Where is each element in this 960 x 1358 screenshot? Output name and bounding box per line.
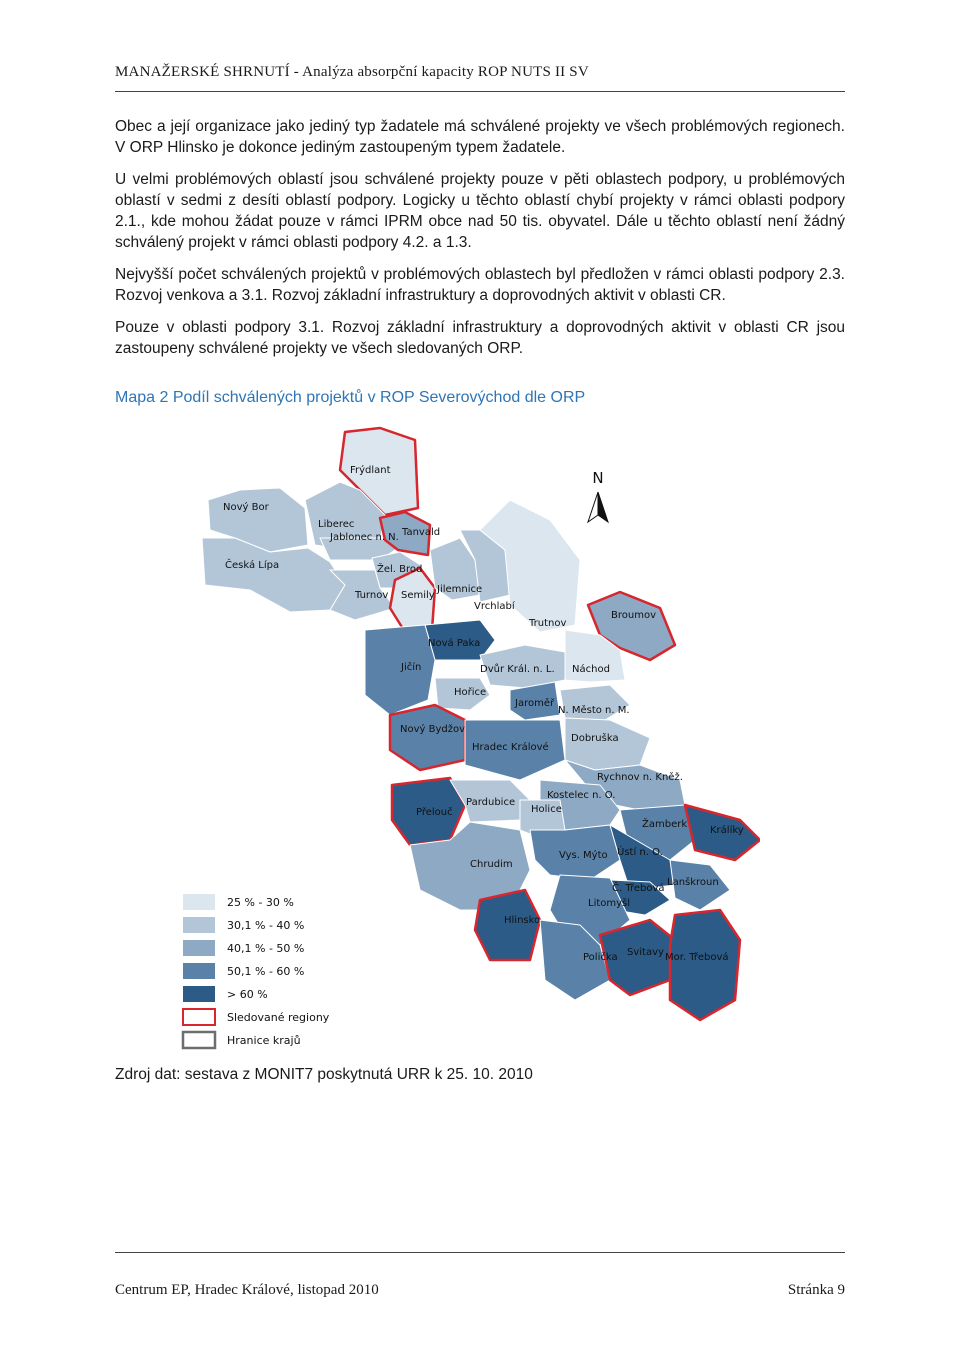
region-label: Jaroměř [515, 698, 555, 709]
region-label: Kostelec n. O. [547, 790, 616, 801]
region-label: Lanškroun [667, 877, 719, 888]
legend-label: Hranice krajů [227, 1034, 301, 1047]
source-note: Zdroj dat: sestava z MONIT7 poskytnutá URR k 25. 10. 2010 [115, 1066, 533, 1083]
legend-label: > 60 % [227, 988, 268, 1001]
paragraph-1: Obec a její organizace jako jediný typ žadatele má schválené projekty ve všech problémových regionech. V ORP Hlinsko je dokonce jediným zastoupeným typem žadatele. [115, 118, 845, 156]
region-label: Náchod [572, 664, 610, 675]
region-label: Hořice [454, 687, 487, 698]
header-divider [115, 91, 845, 92]
map-figure [180, 420, 760, 1060]
legend-swatch [183, 963, 215, 979]
legend-label: 50,1 % - 60 % [227, 965, 305, 978]
paragraph-2: U velmi problémových oblastí jsou schválené projekty pouze v pěti oblastech podpory, u problémových oblastí v sedmi z desíti oblastí podpory. Logicky u těchto oblastí chybí projekty v rámci oblasti podpory 2.1., kde mohou žádat pouze v rámci IPRM obce nad 50 tis. obyvatel. Dále u těchto oblastí není žádný schválený projekt v rámci oblasti podpory 4.2. a 1.3. [115, 171, 845, 251]
region-label: Jablonec n. N. [330, 532, 399, 543]
paragraph-4: Pouze v oblasti podpory 3.1. Rozvoj základní infrastruktury a doprovodných aktivit v oblasti CR jsou zastoupeny schválené projekty ve všech sledovaných ORP. [115, 319, 845, 357]
region-label: Mor. Třebová [665, 952, 729, 963]
region-label: Liberec [318, 519, 355, 530]
region-label: Nová Paka [428, 638, 481, 649]
region-label: Dobruška [571, 733, 619, 744]
map-title: Mapa 2 Podíl schválených projektů v ROP Severovýchod dle ORP [115, 389, 586, 406]
region-label: Žamberk [642, 819, 688, 830]
region-label: Broumov [611, 610, 656, 621]
map-legend [183, 894, 330, 1048]
legend-swatch [183, 940, 215, 956]
region-label: Litomyšl [588, 898, 631, 909]
region-area [365, 625, 435, 715]
legend-swatch [183, 917, 215, 933]
page-header-title: MANAŽERSKÉ SHRNUTÍ - Analýza absorpční kapacity ROP NUTS II SV [115, 64, 589, 80]
legend-label: Sledované regiony [227, 1011, 330, 1024]
footer-divider [115, 1252, 845, 1253]
legend-swatch [183, 986, 215, 1002]
region-area [670, 910, 740, 1020]
region-map [180, 420, 760, 1060]
legend-label: 40,1 % - 50 % [227, 942, 305, 955]
region-label: Hradec Králové [472, 742, 549, 753]
region-label: Pardubice [466, 797, 516, 808]
region-label: Nový Bor [223, 502, 269, 513]
region-area [565, 718, 650, 770]
legend-swatch [183, 894, 215, 910]
region-label: Rychnov n. Kněž. [597, 772, 683, 783]
region-label: Holice [531, 804, 562, 815]
region-label: Tanvald [402, 527, 441, 538]
legend-label: 30,1 % - 40 % [227, 919, 305, 932]
footer-page-number: Stránka 9 [787, 1282, 845, 1298]
north-arrow-icon [588, 469, 608, 522]
region-label: Dvůr Král. n. L. [480, 664, 555, 675]
north-label: N [592, 469, 604, 487]
region-label: Česká Lípa [225, 560, 280, 571]
region-label: Chrudim [470, 859, 513, 870]
body-text [115, 116, 845, 370]
region-label: Vys. Mýto [559, 850, 608, 861]
region-label: Jičín [401, 662, 422, 673]
region-label: Svitavy [627, 947, 664, 958]
region-label: N. Město n. M. [558, 705, 630, 716]
region-label: Králíky [710, 825, 744, 836]
region-label: Hlinsko [504, 915, 541, 926]
region-label: Přelouč [416, 807, 453, 818]
region-label: Polička [583, 952, 618, 963]
region-label: Jilemnice [437, 584, 483, 595]
legend-label: 25 % - 30 % [227, 896, 294, 909]
paragraph-3: Nejvyšší počet schválených projektů v problémových oblastech byl předložen v rámci oblasti podpory 2.3. Rozvoj venkova a 3.1. Rozvoj základní infrastruktury a doprovodných aktivit v oblasti CR. [115, 266, 845, 304]
region-label: Nový Bydžov [400, 724, 466, 735]
region-label: Trutnov [529, 618, 567, 629]
footer-publisher: Centrum EP, Hradec Králové, listopad 2010 [115, 1282, 379, 1298]
region-label: Turnov [355, 590, 389, 601]
region-label: Žel. Brod [377, 564, 423, 575]
region-label: Ústí n. O. [617, 847, 663, 858]
legend-swatch [183, 1032, 215, 1048]
region-label: Vrchlabí [474, 601, 515, 612]
region-label: Č. Třebová [612, 883, 665, 894]
region-label: Frýdlant [350, 465, 391, 476]
legend-swatch [183, 1009, 215, 1025]
region-label: Semily [401, 590, 435, 601]
region-area [390, 705, 465, 770]
